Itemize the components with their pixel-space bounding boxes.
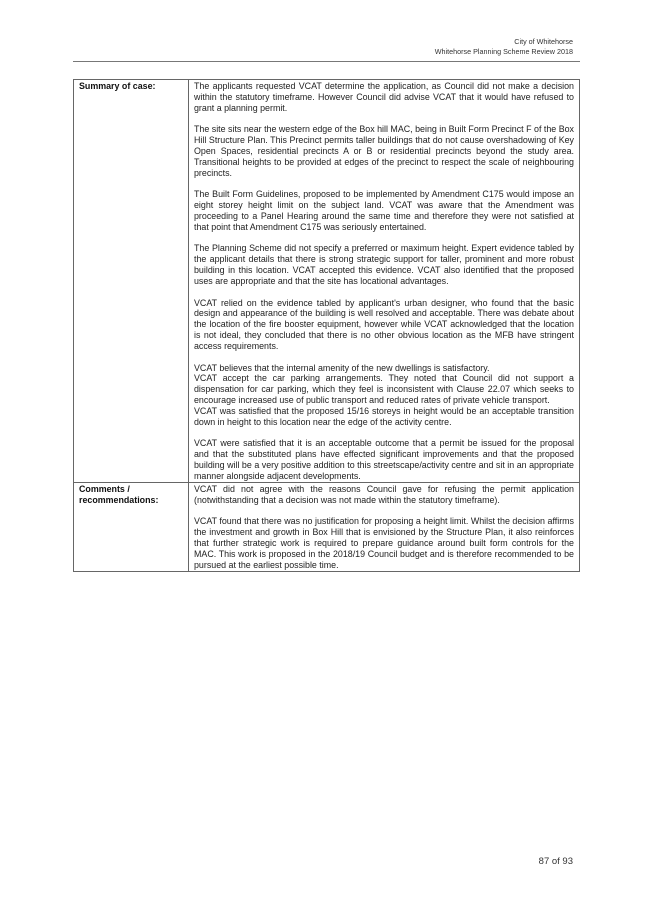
case-summary-table [73, 79, 580, 572]
summary-paragraph: The applicants requested VCAT determine the application, as Council did not make a decision within the statutory timeframe. However Council did advise VCAT that it would have refused to grant a planning permit. [194, 81, 574, 113]
summary-label: Summary of case: [74, 80, 189, 483]
header-divider [73, 61, 580, 62]
summary-paragraph: VCAT believes that the internal amenity of the new dwellings is satisfactory. [194, 362, 490, 373]
comments-content [189, 483, 580, 572]
summary-paragraph: The Built Form Guidelines, proposed to be implemented by Amendment C175 would impose an eight storey height limit on the subject land. VCAT was aware that the Amendment was proceeding to a Panel Hearing around the same time and therefore they were not satisfied at that point that Amendment C175 was seriously entertained. [194, 189, 574, 232]
table-row-comments [74, 483, 580, 572]
comments-paragraph: VCAT did not agree with the reasons Council gave for refusing the permit application (notwithstanding that a decision was not made within the statutory timeframe). [194, 484, 574, 505]
page-header [435, 37, 573, 57]
summary-paragraph: The Planning Scheme did not specify a preferred or maximum height. Expert evidence tabled by the applicant details that there is strong strategic support for taller, prominent and more robust building in this location. VCAT accepted this evidence. VCAT also identified that the proposed uses are appropriate and that the site has locational advantages. [194, 243, 574, 287]
summary-paragraph: VCAT accept the car parking arrangements. They noted that Council did not support a dispensation for car parking, which they feel is inconsistent with Clause 22.07 which seeks to encourage increased use of public transport and reduced rates of private vehicle transport. [194, 373, 574, 406]
table-row-summary [74, 80, 580, 483]
summary-paragraph: VCAT were satisfied that it is an acceptable outcome that a permit be issued for the proposal and that the substituted plans have effected significant improvements and that the proposed building will be a very positive addition to this streetscape/activity centre and sit in an appropriate manner alongside adjacent developments. [194, 438, 574, 482]
summary-paragraph: The site sits near the western edge of the Box hill MAC, being in Built Form Precinct F of the Box Hill Structure Plan. This Precinct permits taller buildings that do not cause overshadowing of Key Open Spaces, residential precincts A or B or residential precincts beyond the study area. Transitional heights to be provided at edges of the precinct to respect the scale of neighbouring precincts. [194, 124, 574, 178]
comments-paragraph: VCAT found that there was no justification for proposing a height limit. Whilst the decision affirms the investment and growth in Box Hill that is envisioned by the Structure Plan, it also reinforces that further strategic work is required to prepare guidance around built form controls for the MAC. This work is proposed in the 2018/19 Council budget and is therefore recommended to be pursued at the earliest possible time. [194, 516, 574, 571]
summary-paragraph: VCAT was satisfied that the proposed 15/16 storeys in height would be an acceptable transition down in height to this location near the edge of the activity centre. [194, 406, 574, 428]
header-document-title: Whitehorse Planning Scheme Review 2018 [434, 47, 573, 56]
page-number: 87 of 93 [538, 856, 573, 867]
summary-paragraph: VCAT relied on the evidence tabled by applicant's urban designer, who found that the basic design and appearance of the building is well resolved and acceptable. There was debate about the location of the fire booster equipment, however while VCAT acknowledged that the location is not ideal, they concluded that there is no other obvious location as the MFB have stringent access requirements. [194, 297, 574, 352]
comments-label: Comments / recommendations: [74, 483, 189, 572]
summary-content [189, 80, 580, 483]
header-organisation: City of Whitehorse [514, 37, 573, 46]
